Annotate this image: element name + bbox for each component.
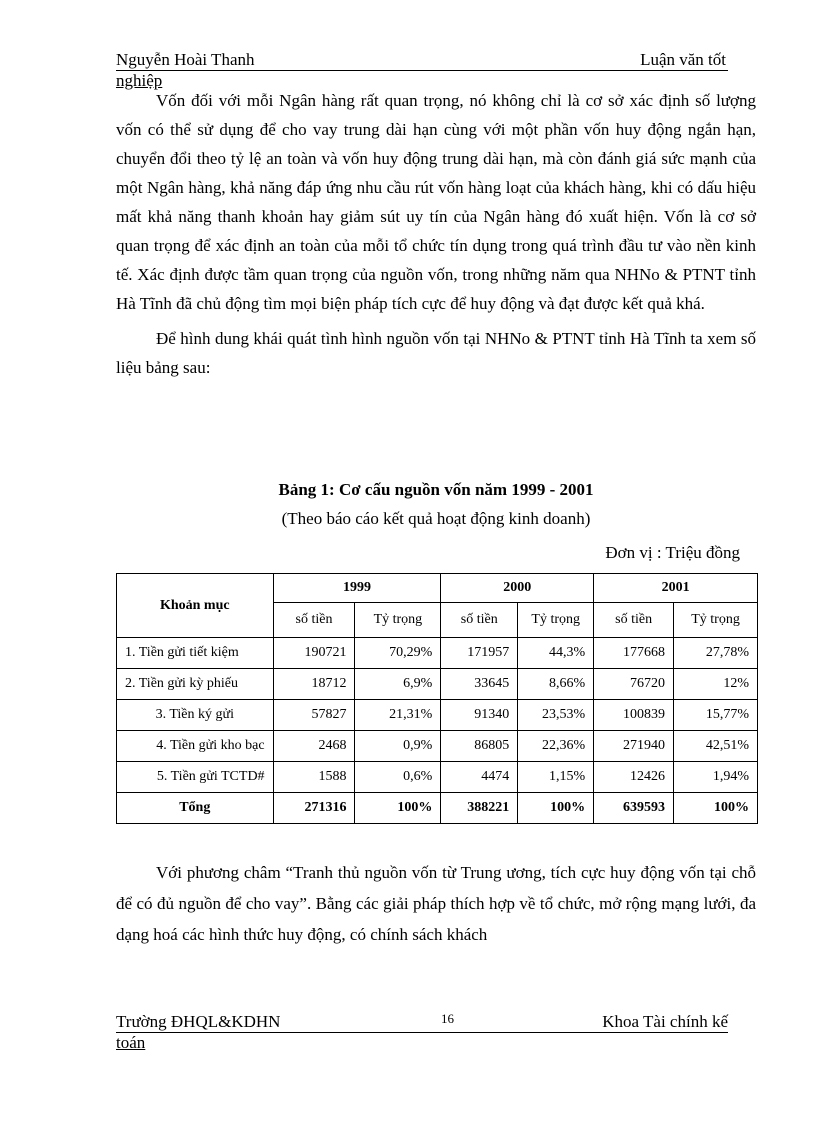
footer-school: Trường ĐHQL&KDHN: [116, 1012, 281, 1031]
cell-value: 4474: [441, 762, 518, 793]
cell-value: 8,66%: [518, 669, 594, 700]
cell-value: 100%: [355, 793, 441, 824]
cell-value: 100%: [674, 793, 758, 824]
cell-value: 100839: [594, 700, 674, 731]
cell-value: 42,51%: [674, 731, 758, 762]
row-label: 4. Tiền gửi kho bạc: [117, 731, 274, 762]
cell-value: 18712: [273, 669, 355, 700]
cell-value: 57827: [273, 700, 355, 731]
cell-value: 22,36%: [518, 731, 594, 762]
table-header-row: [117, 574, 758, 603]
table-title: Bảng 1: Cơ cấu nguồn vốn năm 1999 - 2001: [278, 480, 594, 499]
body-text-after-table: [116, 857, 756, 950]
cell-value: 76720: [594, 669, 674, 700]
total-label: Tổng: [117, 793, 274, 824]
footer-continuation: toán: [116, 1033, 146, 1052]
cell-value: 0,6%: [355, 762, 441, 793]
cell-value: 1,15%: [518, 762, 594, 793]
capital-structure-table: [116, 573, 758, 824]
table-unit: Đơn vị : Triệu đồng: [605, 543, 740, 562]
body-text: [116, 86, 756, 382]
page-header: [116, 50, 728, 91]
row-label: 2. Tiền gửi kỳ phiếu: [117, 669, 274, 700]
footer-faculty: Khoa Tài chính kế: [602, 1012, 728, 1031]
subheader-share: Tỷ trọng: [518, 603, 594, 638]
table-row: [117, 700, 758, 731]
footer-line: [116, 1012, 728, 1033]
subheader-amount: số tiền: [273, 603, 355, 638]
cell-value: 0,9%: [355, 731, 441, 762]
cell-value: 100%: [518, 793, 594, 824]
row-label: 5. Tiền gửi TCTD#: [117, 762, 274, 793]
subheader-share: Tỷ trọng: [674, 603, 758, 638]
paragraph-capital-importance: Vốn đối với mỗi Ngân hàng rất quan trọng, nó không chỉ là cơ sở xác định số lượng vốn có thể sử dụng để cho vay trung dài hạn cùng với một phần vốn huy động ngắn hạn, chuyển đổi theo tỷ lệ an toàn và vốn huy động trung dài hạn, mà còn đánh giá sức mạnh của một Ngân hàng, khả năng đáp ứng nhu cầu rút vốn hàng loạt của khách hàng, khi có dấu hiệu mất khả năng thanh khoản hay giảm sút uy tín của Ngân hàng đó xuất hiện. Vốn là cơ sở quan trọng để xác định an toàn của mỗi tổ chức tín dụng trong quá trình đầu tư vào nền kinh tế. Xác định được tầm quan trọng của nguồn vốn, trong những năm qua NHNo & PTNT tỉnh Hà Tĩnh đã chủ động tìm mọi biện pháp tích cực để huy động và đạt được kết quả khá.: [116, 91, 756, 313]
cell-value: 171957: [441, 638, 518, 669]
header-line: [116, 50, 728, 71]
table-row: [117, 669, 758, 700]
header-thesis-label: Luận văn tốt: [640, 50, 726, 69]
header-year-1999: 1999: [273, 574, 441, 603]
cell-value: 1588: [273, 762, 355, 793]
cell-value: 27,78%: [674, 638, 758, 669]
row-label: 1. Tiền gửi tiết kiệm: [117, 638, 274, 669]
header-continuation: nghiệp: [116, 71, 163, 90]
page-footer: [116, 1012, 728, 1053]
cell-value: 33645: [441, 669, 518, 700]
cell-value: 21,31%: [355, 700, 441, 731]
cell-value: 2468: [273, 731, 355, 762]
header-year-2000: 2000: [441, 574, 594, 603]
page-number: 16: [441, 1011, 454, 1026]
subheader-amount: số tiền: [594, 603, 674, 638]
cell-value: 177668: [594, 638, 674, 669]
cell-value: 6,9%: [355, 669, 441, 700]
cell-value: 70,29%: [355, 638, 441, 669]
cell-value: 23,53%: [518, 700, 594, 731]
subheader-amount: số tiền: [441, 603, 518, 638]
header-item: Khoản mục: [117, 574, 274, 638]
cell-value: 12%: [674, 669, 758, 700]
cell-value: 639593: [594, 793, 674, 824]
cell-value: 190721: [273, 638, 355, 669]
cell-value: 271316: [273, 793, 355, 824]
header-author: Nguyễn Hoài Thanh: [116, 50, 255, 69]
paragraph-table-intro: Để hình dung khái quát tình hình nguồn vốn tại NHNo & PTNT tỉnh Hà Tĩnh ta xem số liệu bảng sau:: [116, 329, 756, 377]
cell-value: 1,94%: [674, 762, 758, 793]
table-row: [117, 731, 758, 762]
table-subtitle: (Theo báo cáo kết quả hoạt động kinh doanh): [281, 509, 591, 528]
table-row: [117, 638, 758, 669]
cell-value: 388221: [441, 793, 518, 824]
cell-value: 44,3%: [518, 638, 594, 669]
subheader-share: Tỷ trọng: [355, 603, 441, 638]
cell-value: 12426: [594, 762, 674, 793]
cell-value: 86805: [441, 731, 518, 762]
cell-value: 271940: [594, 731, 674, 762]
table-total-row: [117, 793, 758, 824]
header-year-2001: 2001: [594, 574, 758, 603]
cell-value: 91340: [441, 700, 518, 731]
row-label: 3. Tiền ký gửi: [117, 700, 274, 731]
cell-value: 15,77%: [674, 700, 758, 731]
paragraph-strategy: Với phương châm “Tranh thủ nguồn vốn từ Trung ương, tích cực huy động vốn tại chỗ để có đủ nguồn để cho vay”. Bằng các giải pháp thích hợp về tổ chức, mở rộng mạng lưới, đa dạng hoá các hình thức huy động, có chính sách khách: [116, 863, 756, 944]
table-row: [117, 762, 758, 793]
